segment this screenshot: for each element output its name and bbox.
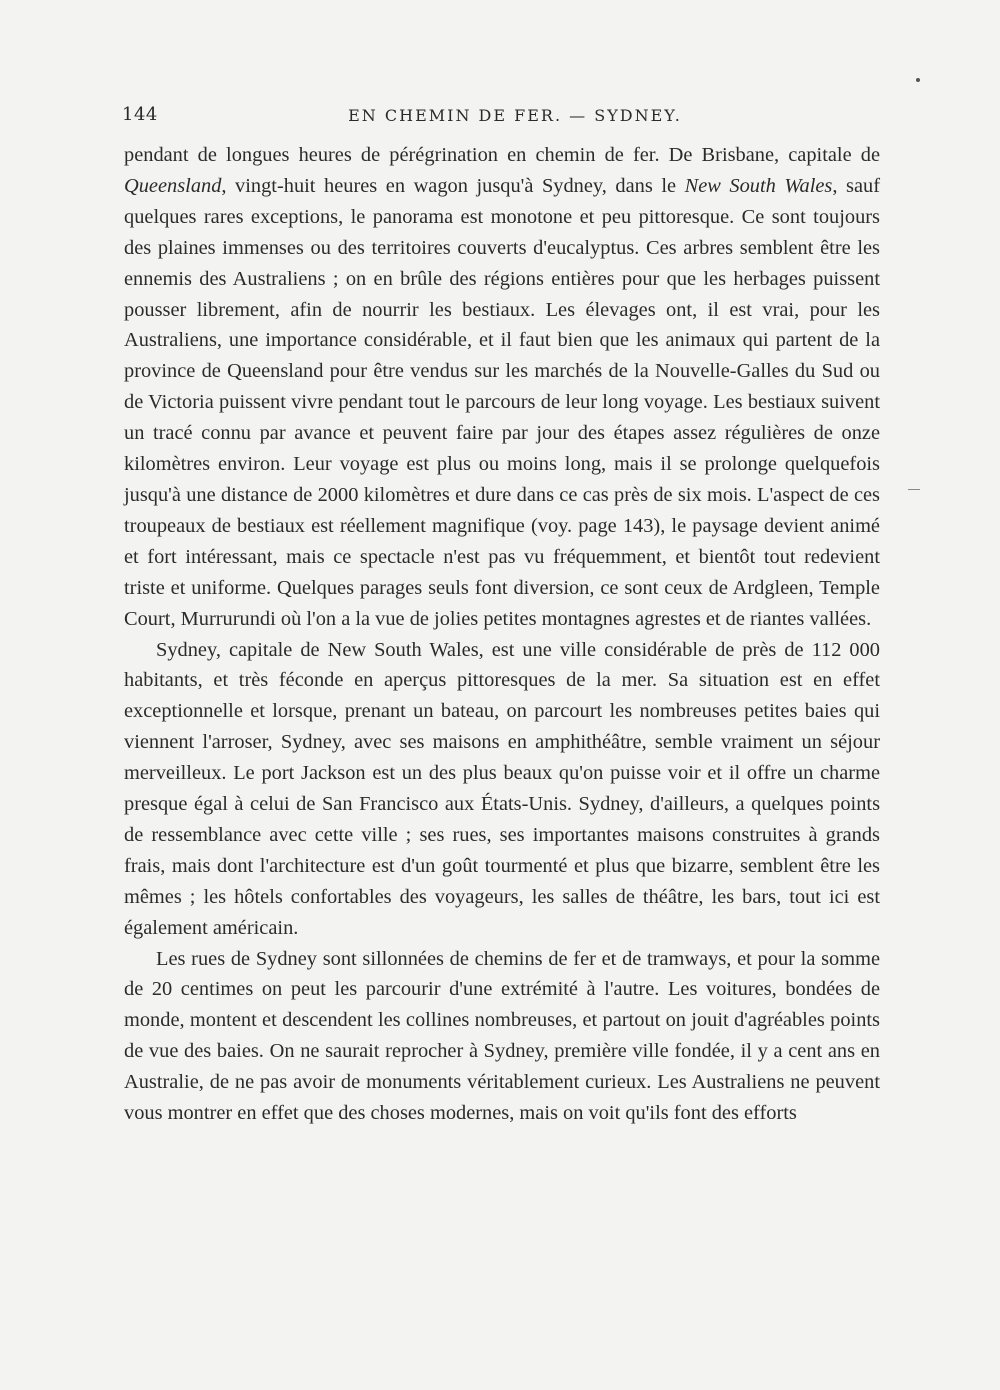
paragraph-1 — [124, 140, 880, 635]
paragraph-1-part-a: pendant de longues heures de pérégrination en chemin de fer. De Brisbane, capitale de — [124, 144, 880, 166]
ink-speck — [916, 78, 920, 82]
paragraph-1-italic-new-south-wales: New South Wales — [684, 174, 833, 197]
paragraph-2: Sydney, capitale de New South Wales, est une ville considérable de près de 112 000 habitants, et très féconde en aperçus pittoresques de la mer. Sa situation est en effet exceptionnelle et lorsque, prenant un bateau, on parcourt les nombreuses petites baies qui viennent l'arroser, Sydney, avec ses maisons en amphithéâtre, semble vraiment un séjour merveilleux. Le port Jackson est un des plus beaux qu'on puisse voir et il offre un charme presque égal à celui de San Francisco aux États-Unis. Sydney, d'ailleurs, a quelques points de ressemblance avec cette ville ; ses rues, ses importantes maisons construites à grands frais, mais dont l'architecture est d'un goût tourmenté et plus que bizarre, semblent être les mêmes ; les hôtels confortables des voyageurs, les salles de théâtre, les bars, tout ici est également américain. — [124, 638, 880, 939]
paragraph-1-part-e: , sauf quelques rares exceptions, le panorama est monotone et peu pittoresque. Ce sont toujours des plaines immenses ou des territoires couverts d'eucalyptus. Ces arbres semblent être les ennemis des Australiens ; on en brûle des régions entières pour que les herbages puissent pousser librement, afin de nourrir les bestiaux. Les élevages ont, il est vrai, pour les Australiens, une importance considérable, et il faut bien que les animaux qui partent de la province de Queensland pour être vendus sur les marchés de la Nouvelle-Galles du Sud ou de Victoria puissent vivre pendant tout le parcours de leur long voyage. Les bestiaux suivent un tracé connu par avance et peuvent faire par jour des étapes assez régulières de onze kilomètres environ. Leur voyage est plus ou moins long, mais il se prolonge quelquefois jusqu'à une distance de 2000 kilomètres et dure dans ce cas près de six mois. L'aspect de ces troupeaux de bestiaux est réellement magnifique (voy. page 143), le paysage devient animé et fort intéressant, mais ce spectacle n'est pas vu fréquemment, et bientôt tout redevient triste et uniforme. Quelques parages seuls font diversion, ce sont ceux de Ardgleen, Temple Court, Murrurundi où l'on a la vue de jolies petites montagnes agrestes et de riantes vallées. — [124, 174, 880, 630]
page-header — [122, 104, 880, 130]
paragraph-1-part-c: , vingt-huit heures en wagon jusqu'à Sydney, dans le — [221, 174, 685, 197]
running-title: EN CHEMIN DE FER. — SYDNEY. — [348, 106, 682, 125]
paragraph-3: Les rues de Sydney sont sillonnées de chemins de fer et de tramways, et pour la somme de 20 centimes on peut les parcourir d'une extrémité à l'autre. Les voitures, bondées de monde, montent et descendent les collines nombreuses, et partout on jouit d'agréables points de vue des baies. On ne saurait reprocher à Sydney, première ville fondée, il y a cent ans en Australie, de ne pas avoir de monuments véritablement curieux. Les Australiens ne peuvent vous montrer en effet que des choses modernes, mais on voit qu'ils font des efforts — [124, 947, 880, 1125]
paragraph-1-italic-queensland: Queensland — [124, 174, 222, 197]
page-number: 144 — [122, 104, 158, 125]
body-text — [124, 140, 880, 1129]
margin-mark — [908, 489, 920, 490]
